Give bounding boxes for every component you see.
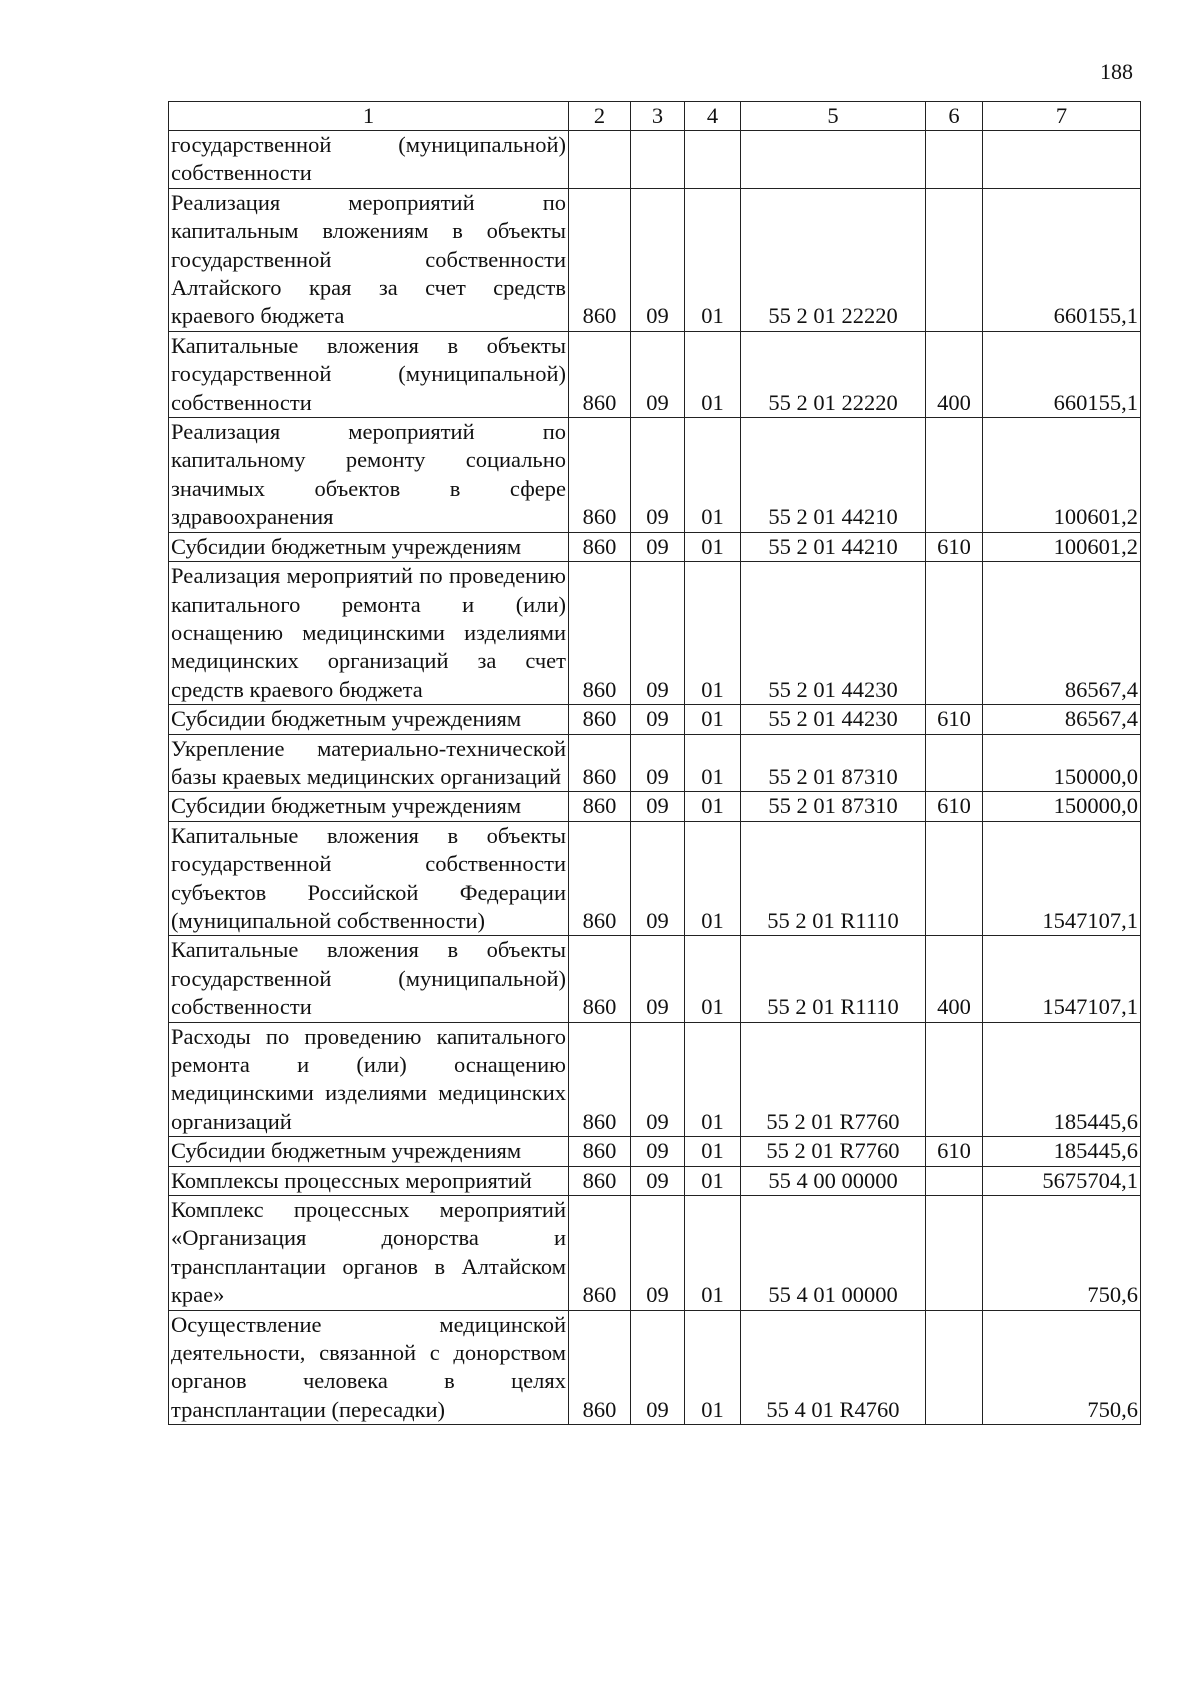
table-row [169,936,1141,1022]
header-col-7: 7 [983,102,1141,131]
row-amount: 86567,4 [983,562,1141,705]
header-col-3: 3 [631,102,685,131]
table-row [169,1166,1141,1195]
row-subsection: 01 [685,1310,741,1425]
table-row [169,1137,1141,1166]
row-ministry-code: 860 [569,936,631,1022]
row-ministry-code: 860 [569,1022,631,1137]
row-amount: 750,6 [983,1196,1141,1311]
row-name: Капитальные вложения в объекты государственной (муниципальной) собственности [169,331,569,417]
row-ministry-code: 860 [569,1196,631,1311]
row-expense-type: 400 [926,331,983,417]
row-section: 09 [631,705,685,734]
row-expense-type: 610 [926,532,983,561]
table-row [169,792,1141,821]
header-col-1: 1 [169,102,569,131]
header-col-2: 2 [569,102,631,131]
row-amount [983,131,1141,189]
table-row [169,331,1141,417]
row-subsection: 01 [685,532,741,561]
row-ministry-code: 860 [569,1166,631,1195]
row-ministry-code: 860 [569,532,631,561]
row-target-article [741,131,926,189]
row-expense-type [926,821,983,936]
row-target-article: 55 2 01 44230 [741,705,926,734]
row-section: 09 [631,532,685,561]
row-subsection: 01 [685,1166,741,1195]
row-target-article: 55 2 01 87310 [741,734,926,792]
row-name: Субсидии бюджетным учреждениям [169,1137,569,1166]
row-section: 09 [631,1310,685,1425]
row-name: Капитальные вложения в объекты государственной (муниципальной) собственности [169,936,569,1022]
page-number: 188 [1100,59,1133,84]
row-amount: 1547107,1 [983,821,1141,936]
row-target-article: 55 2 01 44210 [741,532,926,561]
row-ministry-code: 860 [569,792,631,821]
row-expense-type [926,734,983,792]
row-expense-type: 610 [926,792,983,821]
row-expense-type [926,562,983,705]
row-section: 09 [631,188,685,331]
row-name: государственной (муниципальной) собственности [169,131,569,189]
row-ministry-code: 860 [569,188,631,331]
row-subsection: 01 [685,562,741,705]
row-ministry-code: 860 [569,734,631,792]
row-expense-type [926,1310,983,1425]
row-section: 09 [631,1022,685,1137]
row-name: Капитальные вложения в объекты государственной собственности субъектов Российской Федерации (муниципальной собственности) [169,821,569,936]
row-subsection: 01 [685,1022,741,1137]
row-amount: 750,6 [983,1310,1141,1425]
row-target-article: 55 2 01 22220 [741,331,926,417]
row-target-article: 55 2 01 R7760 [741,1022,926,1137]
row-target-article: 55 2 01 44210 [741,418,926,533]
row-subsection: 01 [685,705,741,734]
row-expense-type: 610 [926,1137,983,1166]
row-subsection: 01 [685,1137,741,1166]
row-subsection: 01 [685,821,741,936]
header-col-6: 6 [926,102,983,131]
row-expense-type [926,188,983,331]
row-section: 09 [631,418,685,533]
row-target-article: 55 2 01 R1110 [741,821,926,936]
row-ministry-code [569,131,631,189]
row-name: Комплекс процессных мероприятий «Организация донорства и трансплантации органов в Алтайском крае» [169,1196,569,1311]
row-amount: 1547107,1 [983,936,1141,1022]
row-expense-type [926,131,983,189]
row-name: Субсидии бюджетным учреждениям [169,792,569,821]
row-expense-type: 400 [926,936,983,1022]
row-section: 09 [631,562,685,705]
table-row [169,821,1141,936]
row-ministry-code: 860 [569,821,631,936]
header-col-5: 5 [741,102,926,131]
row-section: 09 [631,1196,685,1311]
row-amount: 100601,2 [983,418,1141,533]
row-section: 09 [631,1137,685,1166]
row-name: Комплексы процессных мероприятий [169,1166,569,1195]
row-name: Реализация мероприятий по проведению капитального ремонта и (или) оснащению медицинскими изделиями медицинских организаций за счет средств краевого бюджета [169,562,569,705]
row-target-article: 55 2 01 R7760 [741,1137,926,1166]
row-name: Расходы по проведению капитального ремонта и (или) оснащению медицинскими изделиями медицинских организаций [169,1022,569,1137]
row-name: Осуществление медицинской деятельности, связанной с донорством органов человека в целях трансплантации (пересадки) [169,1310,569,1425]
row-target-article: 55 2 01 22220 [741,188,926,331]
row-expense-type: 610 [926,705,983,734]
table-row [169,131,1141,189]
row-subsection: 01 [685,734,741,792]
row-subsection [685,131,741,189]
row-target-article: 55 4 01 R4760 [741,1310,926,1425]
table-row [169,532,1141,561]
row-target-article: 55 2 01 87310 [741,792,926,821]
table-row [169,562,1141,705]
row-subsection: 01 [685,331,741,417]
row-section: 09 [631,936,685,1022]
row-amount: 185445,6 [983,1137,1141,1166]
header-row [169,102,1141,131]
row-ministry-code: 860 [569,1137,631,1166]
row-name: Реализация мероприятий по капитальному ремонту социально значимых объектов в сфере здравоохранения [169,418,569,533]
table-row [169,734,1141,792]
table-row [169,1196,1141,1311]
row-section: 09 [631,1166,685,1195]
row-name: Субсидии бюджетным учреждениям [169,532,569,561]
row-section: 09 [631,734,685,792]
row-amount: 86567,4 [983,705,1141,734]
row-amount: 150000,0 [983,734,1141,792]
row-section [631,131,685,189]
row-amount: 100601,2 [983,532,1141,561]
row-ministry-code: 860 [569,418,631,533]
row-amount: 150000,0 [983,792,1141,821]
row-name: Реализация мероприятий по капитальным вложениям в объекты государственной собственности Алтайского края за счет средств краевого бюджета [169,188,569,331]
row-subsection: 01 [685,418,741,533]
row-amount: 660155,1 [983,188,1141,331]
row-name: Субсидии бюджетным учреждениям [169,705,569,734]
row-subsection: 01 [685,792,741,821]
table-row [169,1022,1141,1137]
row-target-article: 55 4 00 00000 [741,1166,926,1195]
row-subsection: 01 [685,936,741,1022]
table-row [169,705,1141,734]
table-row [169,1310,1141,1425]
row-ministry-code: 860 [569,331,631,417]
header-col-4: 4 [685,102,741,131]
budget-table [168,101,1141,1425]
row-target-article: 55 4 01 00000 [741,1196,926,1311]
row-expense-type [926,1196,983,1311]
row-target-article: 55 2 01 R1110 [741,936,926,1022]
table-row [169,418,1141,533]
row-ministry-code: 860 [569,1310,631,1425]
row-name: Укрепление материально-технической базы краевых медицинских организаций [169,734,569,792]
row-amount: 5675704,1 [983,1166,1141,1195]
row-ministry-code: 860 [569,705,631,734]
row-section: 09 [631,331,685,417]
row-amount: 185445,6 [983,1022,1141,1137]
row-target-article: 55 2 01 44230 [741,562,926,705]
row-section: 09 [631,792,685,821]
table-row [169,188,1141,331]
row-expense-type [926,1022,983,1137]
row-ministry-code: 860 [569,562,631,705]
row-amount: 660155,1 [983,331,1141,417]
row-subsection: 01 [685,188,741,331]
row-subsection: 01 [685,1196,741,1311]
row-expense-type [926,1166,983,1195]
row-section: 09 [631,821,685,936]
row-expense-type [926,418,983,533]
